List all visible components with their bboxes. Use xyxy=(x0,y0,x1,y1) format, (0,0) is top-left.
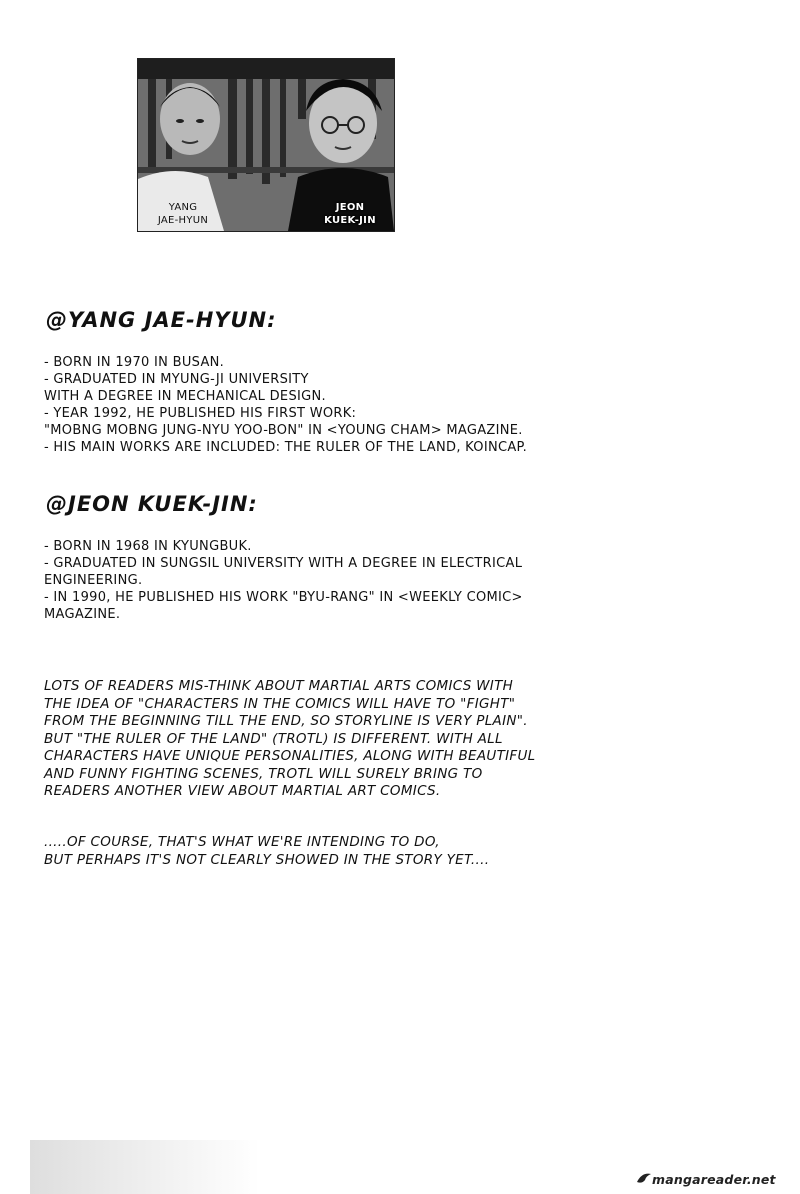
caption-left-line-2: JAE-HYUN xyxy=(157,215,209,226)
paragraph-line: BUT "THE RULER OF THE LAND" (TROTL) IS DIFFERENT. WITH ALL xyxy=(44,730,503,747)
bio-line: MAGAZINE. xyxy=(44,607,121,622)
bio-line: "MOBNG MOBNG JUNG-NYU YOO-BON" IN <YOUNG CHAM> MAGAZINE. xyxy=(44,423,523,438)
intro-paragraph xyxy=(44,678,664,801)
bio-line: - YEAR 1992, HE PUBLISHED HIS FIRST WORK: xyxy=(44,406,357,421)
bio-line: - GRADUATED IN SUNGSIL UNIVERSITY WITH A DEGREE IN ELECTRICAL xyxy=(44,556,523,571)
section-heading-yang: @YANG JAE-HYUN: xyxy=(46,308,277,332)
watermark-logo-icon xyxy=(636,1170,652,1186)
paragraph-line: THE IDEA OF "CHARACTERS IN THE COMICS WILL HAVE TO "FIGHT" xyxy=(44,695,516,712)
closing-paragraph xyxy=(44,834,664,869)
authors-photo xyxy=(137,58,395,232)
photo-caption-right xyxy=(310,201,390,227)
bio-line: - BORN IN 1968 IN KYUNGBUK. xyxy=(44,539,252,554)
bio-jeon xyxy=(44,538,644,623)
paragraph-line: AND FUNNY FIGHTING SCENES, TROTL WILL SURELY BRING TO xyxy=(44,765,483,782)
section-heading-jeon: @JEON KUEK-JIN: xyxy=(46,492,258,516)
caption-right-line-1: JEON xyxy=(335,202,365,213)
bio-line: - HIS MAIN WORKS ARE INCLUDED: THE RULER OF THE LAND, KOINCAP. xyxy=(44,440,528,455)
bio-line: - GRADUATED IN MYUNG-JI UNIVERSITY xyxy=(44,372,309,387)
watermark-text: mangareader.net xyxy=(652,1172,776,1187)
bio-line: ENGINEERING. xyxy=(44,573,143,588)
caption-left-line-1: YANG xyxy=(168,202,198,213)
bio-yang xyxy=(44,354,644,456)
bio-line: WITH A DEGREE IN MECHANICAL DESIGN. xyxy=(44,389,326,404)
scan-smudge xyxy=(30,1140,260,1194)
photo-caption-left xyxy=(142,201,224,227)
paragraph-line: CHARACTERS HAVE UNIQUE PERSONALITIES, ALONG WITH BEAUTIFUL xyxy=(44,748,536,764)
bio-line: - IN 1990, HE PUBLISHED HIS WORK "BYU-RANG" IN <WEEKLY COMIC> xyxy=(44,590,523,605)
paragraph-line: .....OF COURSE, THAT'S WHAT WE'RE INTENDING TO DO, xyxy=(44,834,440,850)
bio-line: - BORN IN 1970 IN BUSAN. xyxy=(44,355,225,370)
paragraph-line: LOTS OF READERS MIS-THINK ABOUT MARTIAL ARTS COMICS WITH xyxy=(44,678,514,694)
caption-right-line-2: KUEK-JIN xyxy=(324,215,376,226)
paragraph-line: FROM THE BEGINNING TILL THE END, SO STORYLINE IS VERY PLAIN". xyxy=(44,713,528,729)
paragraph-line: READERS ANOTHER VIEW ABOUT MARTIAL ART COMICS. xyxy=(44,783,441,799)
paragraph-line: BUT PERHAPS IT'S NOT CLEARLY SHOWED IN THE STORY YET.... xyxy=(44,851,490,868)
